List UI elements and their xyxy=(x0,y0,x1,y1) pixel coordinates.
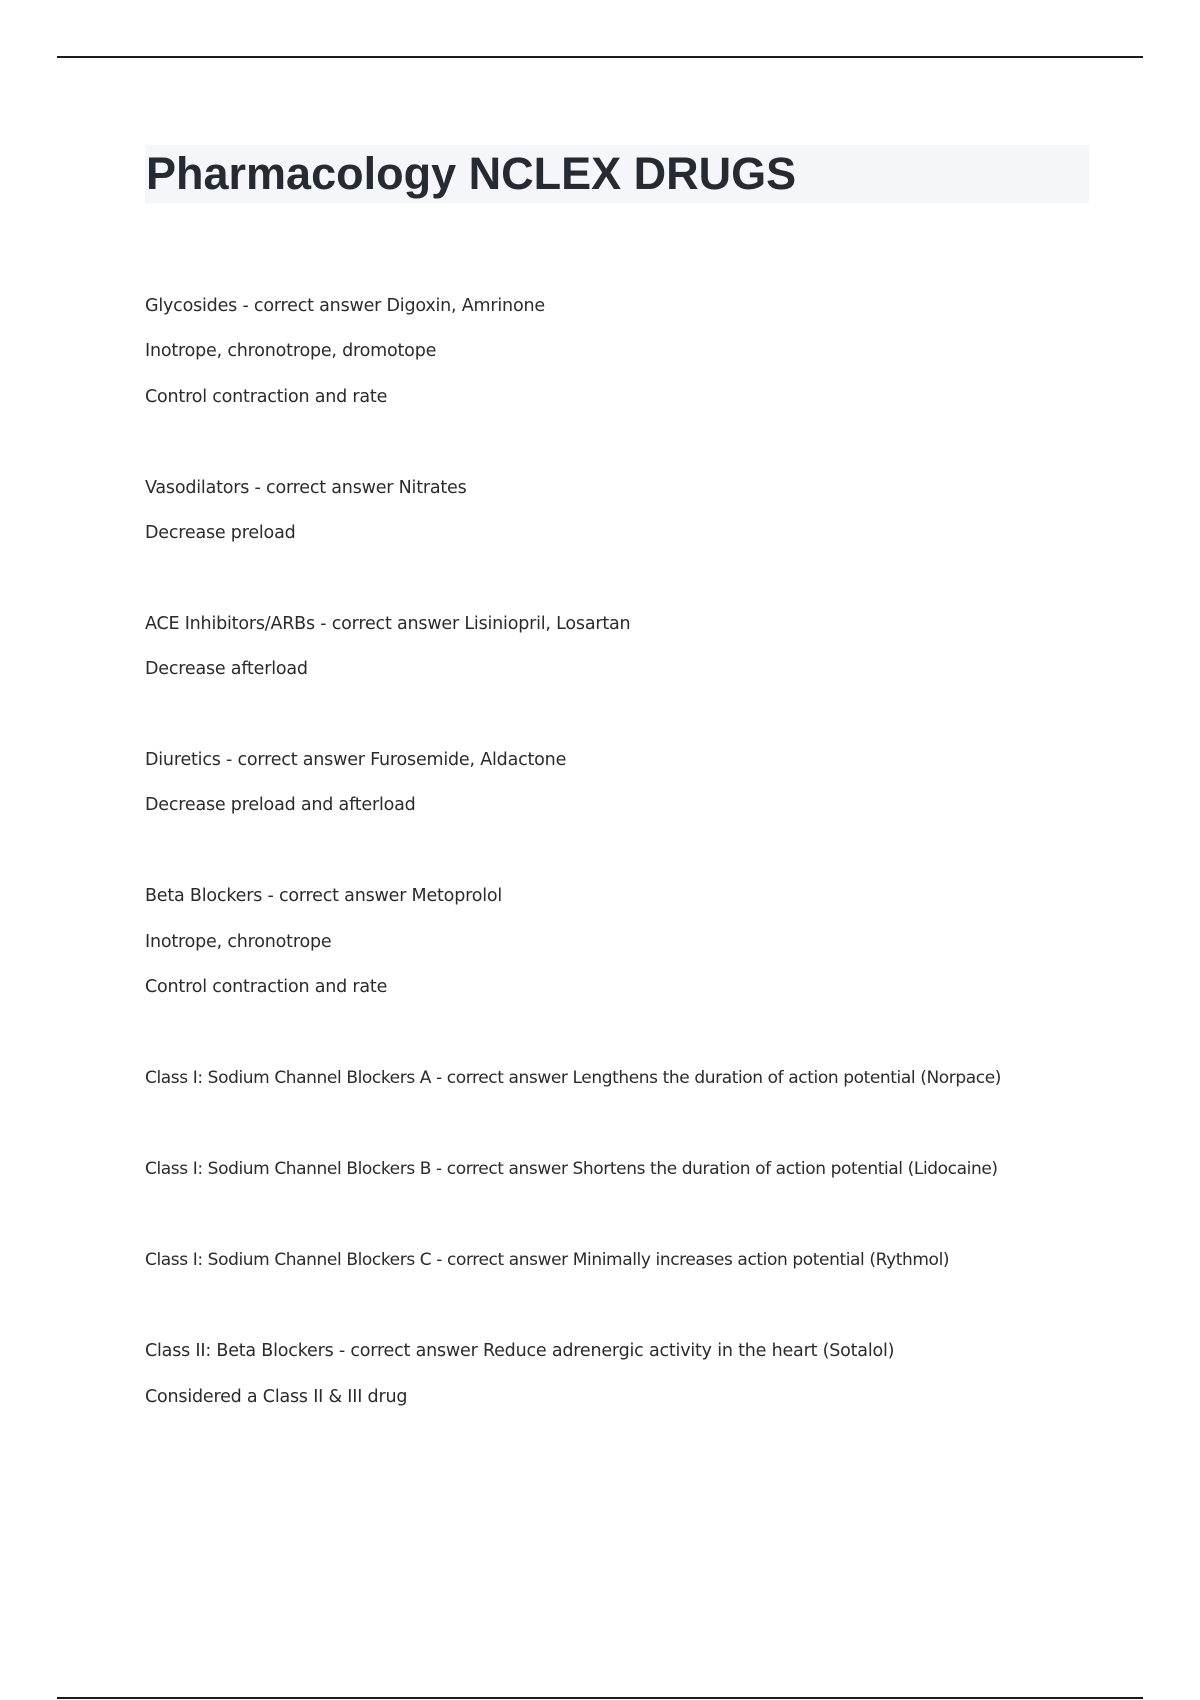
bottom-rule xyxy=(57,1697,1143,1699)
glycosides-control-line: Control contraction and rate xyxy=(145,387,388,407)
class-2-note-line: Considered a Class II & III drug xyxy=(145,1387,408,1407)
page-title: Pharmacology NCLEX DRUGS xyxy=(146,148,797,199)
class-1c-line: Class I: Sodium Channel Blockers C - correct answer Minimally increases action potential (Rythmol) xyxy=(145,1250,950,1270)
vasodilators-line: Vasodilators - correct answer Nitrates xyxy=(145,478,467,498)
class-1a-line: Class I: Sodium Channel Blockers A - correct answer Lengthens the duration of action potential (Norpace) xyxy=(145,1068,1002,1088)
diuretics-effect-line: Decrease preload and afterload xyxy=(145,795,416,815)
vasodilators-effect-line: Decrease preload xyxy=(145,523,296,543)
class-2-line: Class II: Beta Blockers - correct answer Reduce adrenergic activity in the heart (Sotalol) xyxy=(145,1341,895,1361)
glycosides-effect-line: Inotrope, chronotrope, dromotope xyxy=(145,341,437,361)
class-1b-line: Class I: Sodium Channel Blockers B - correct answer Shortens the duration of action potential (Lidocaine) xyxy=(145,1159,998,1179)
beta-blockers-effect-line: Inotrope, chronotrope xyxy=(145,932,332,952)
diuretics-line: Diuretics - correct answer Furosemide, Aldactone xyxy=(145,750,567,770)
beta-blockers-control-line: Control contraction and rate xyxy=(145,977,388,997)
top-rule xyxy=(57,56,1143,58)
ace-inhibitors-line: ACE Inhibitors/ARBs - correct answer Lisiniopril, Losartan xyxy=(145,614,631,634)
ace-inhibitors-effect-line: Decrease afterload xyxy=(145,659,308,679)
beta-blockers-line: Beta Blockers - correct answer Metoprolol xyxy=(145,886,503,906)
glycosides-line: Glycosides - correct answer Digoxin, Amrinone xyxy=(145,296,545,316)
